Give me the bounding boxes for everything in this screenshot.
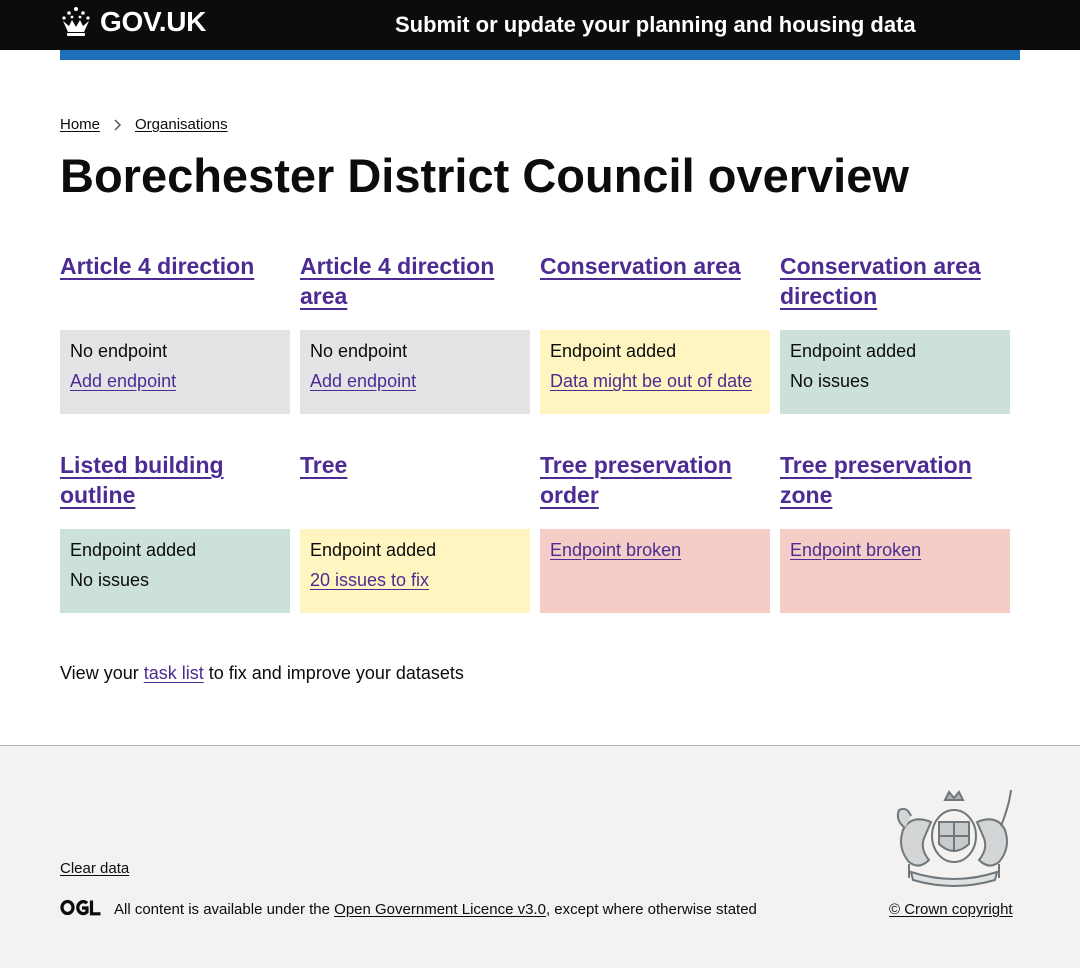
royal-coat-of-arms	[889, 786, 1019, 890]
tasklist-prefix: View your	[60, 663, 139, 683]
status-panel	[60, 330, 290, 414]
licence-text	[114, 901, 757, 918]
dataset-card	[300, 449, 530, 613]
status-panel	[540, 529, 770, 613]
issues-to-fix-link[interactable]: 20 issues to fix	[310, 570, 430, 590]
status-text: Endpoint added	[70, 540, 197, 560]
dataset-card	[540, 250, 770, 414]
status-text: Endpoint added	[310, 540, 437, 560]
logo-text: GOV.UK	[100, 6, 207, 37]
dataset-title-link[interactable]: Tree preservation order	[540, 452, 732, 508]
page-title: Borechester District Council overview	[60, 149, 909, 202]
status-text: No endpoint	[70, 341, 168, 361]
dataset-card	[780, 250, 1010, 414]
clear-data-link[interactable]: Clear data	[60, 860, 130, 877]
dataset-title-link[interactable]: Tree preservation zone	[780, 452, 972, 508]
site-header	[0, 0, 1080, 50]
dataset-card	[780, 449, 1010, 613]
dataset-card	[60, 449, 290, 613]
breadcrumb-home[interactable]: Home	[60, 116, 101, 133]
tasklist-suffix: to fix and improve your datasets	[208, 663, 464, 683]
add-endpoint-link[interactable]: Add endpoint	[310, 371, 417, 391]
tasklist-prompt	[60, 660, 464, 686]
status-text: Endpoint added	[550, 341, 677, 361]
status-panel	[540, 330, 770, 414]
crown-copyright-link[interactable]: © Crown copyright	[889, 901, 1013, 918]
chevron-right-icon	[110, 117, 126, 133]
breadcrumb	[60, 116, 228, 133]
add-endpoint-link[interactable]: Add endpoint	[70, 371, 177, 391]
govuk-logo-link[interactable]	[60, 6, 206, 38]
service-name-link[interactable]: Submit or update your planning and housing data	[395, 12, 916, 37]
dataset-grid	[60, 250, 1020, 613]
dataset-title-link[interactable]: Tree	[300, 452, 348, 478]
dataset-title-link[interactable]: Article 4 direction area	[300, 253, 495, 309]
dataset-row	[60, 250, 1020, 414]
crown-icon	[60, 6, 92, 38]
breadcrumb-organisations[interactable]: Organisations	[135, 116, 228, 133]
ogl-licence-link[interactable]: Open Government Licence v3.0	[334, 901, 546, 918]
header-accent-bar	[60, 50, 1020, 60]
status-panel	[300, 529, 530, 613]
ogl-logo	[60, 899, 102, 916]
status-issues-text: No issues	[790, 371, 870, 391]
dataset-row	[60, 449, 1020, 613]
dataset-card	[300, 250, 530, 414]
status-panel	[780, 529, 1010, 613]
endpoint-broken-link[interactable]: Endpoint broken	[550, 540, 682, 560]
status-panel	[780, 330, 1010, 414]
status-issues-text: No issues	[70, 570, 150, 590]
out-of-date-link[interactable]: Data might be out of date	[550, 371, 753, 391]
dataset-card	[60, 250, 290, 414]
licence-prefix: All content is available under the	[114, 901, 330, 918]
licence-suffix: , except where otherwise stated	[545, 901, 757, 918]
status-text: Endpoint added	[790, 341, 917, 361]
task-list-link[interactable]: task list	[143, 663, 204, 683]
status-panel	[300, 330, 530, 414]
dataset-title-link[interactable]: Conservation area direction	[780, 253, 981, 309]
endpoint-broken-link[interactable]: Endpoint broken	[790, 540, 922, 560]
dataset-title-link[interactable]: Conservation area	[540, 253, 741, 279]
site-footer	[0, 745, 1080, 968]
dataset-title-link[interactable]: Article 4 direction	[60, 253, 255, 279]
dataset-title-link[interactable]: Listed building outline	[60, 452, 224, 508]
status-text: No endpoint	[310, 341, 408, 361]
status-panel	[60, 529, 290, 613]
dataset-card	[540, 449, 770, 613]
